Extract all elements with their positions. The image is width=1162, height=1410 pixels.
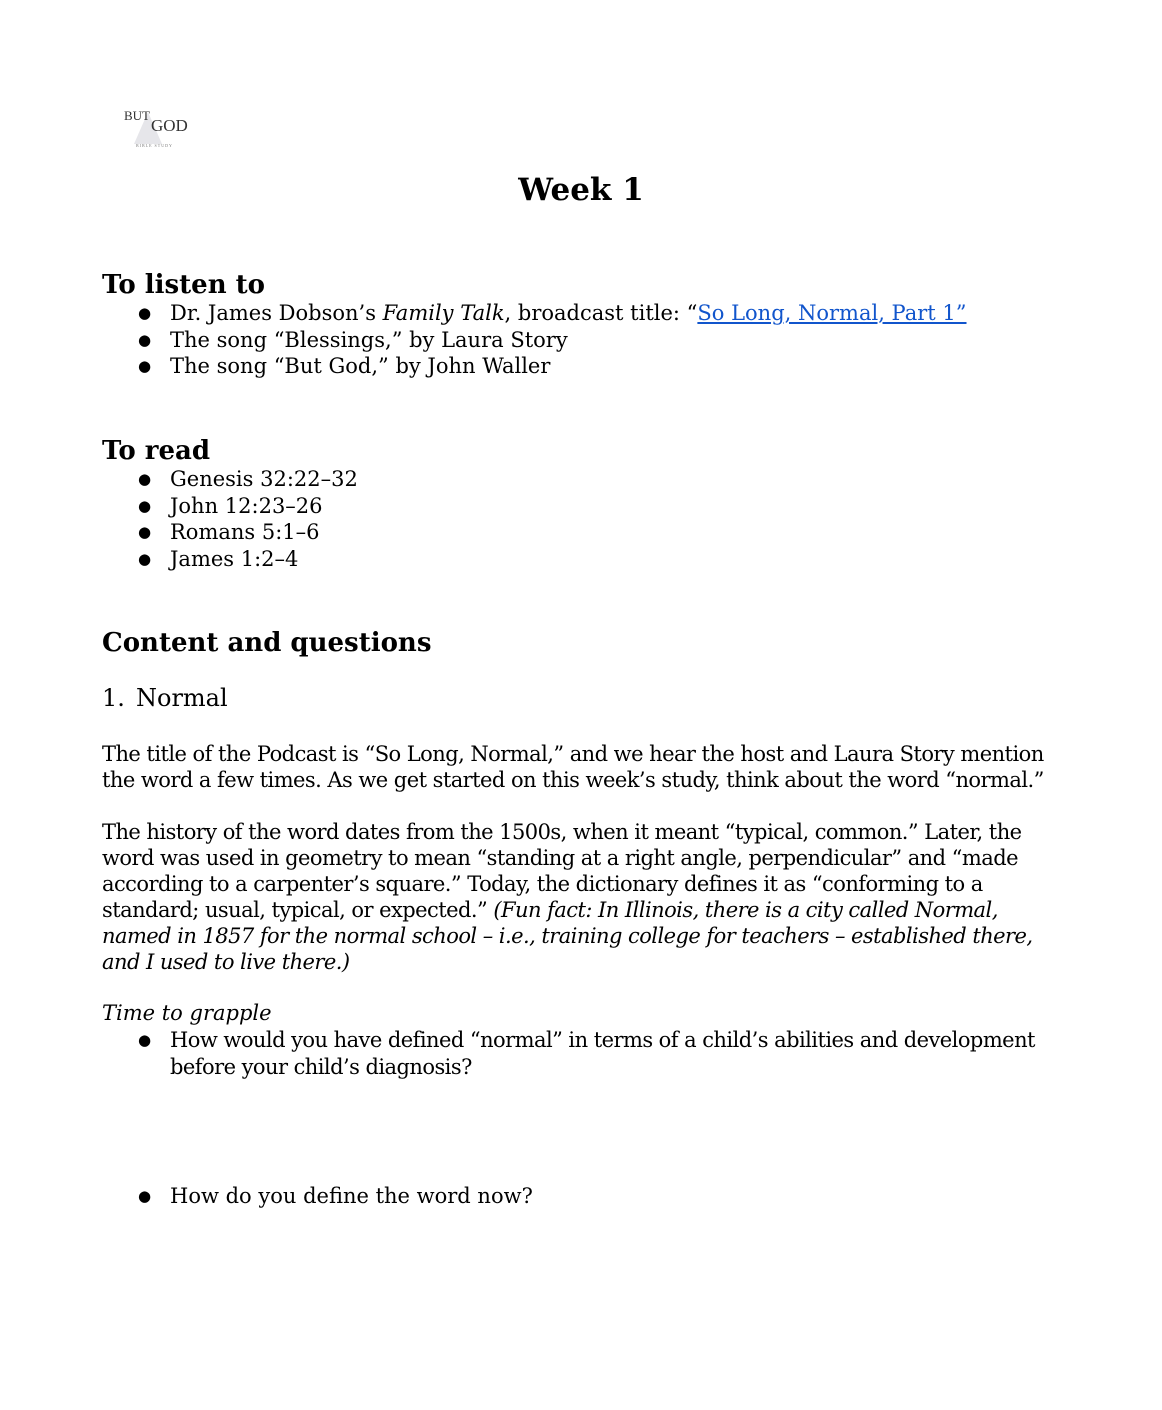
svg-text:BIBLE STUDY: BIBLE STUDY xyxy=(136,143,173,148)
heading-to-listen-to: To listen to xyxy=(102,270,266,300)
section-number: 1. xyxy=(102,684,125,712)
question-item: ● How do you define the word now? xyxy=(102,1183,1062,1210)
question-item: ● How would you have defined “normal” in terms of a child’s abilities and development before your child’s diagnosis? xyxy=(102,1027,1062,1080)
list-item: ● Dr. James Dobson’s Family Talk, broadcast title: “So Long, Normal, Part 1” xyxy=(102,300,1082,327)
broadcast-link[interactable]: So Long, Normal, Part 1” xyxy=(697,301,967,325)
list-item: ● The song “Blessings,” by Laura Story xyxy=(102,327,1082,354)
fun-fact: (Fun fact: In Illinois, there is a city called Normal, named in 1857 for the normal school – i.e., training college for teachers – established there, and I used to live there.) xyxy=(102,898,1033,974)
page-title: Week 1 xyxy=(518,172,644,208)
paragraph-intro: The title of the Podcast is “So Long, Normal,” and we hear the host and Laura Story mention the word a few times. As we get started on this week’s study, think about the word “normal.” xyxy=(102,742,1044,792)
list-item: ● The song “But God,” by John Waller xyxy=(102,353,1082,380)
list-item: ● John 12:23–26 xyxy=(102,493,702,520)
list-item: ● Genesis 32:22–32 xyxy=(102,466,702,493)
but-god-logo xyxy=(118,104,208,154)
section-title: Normal xyxy=(136,684,228,712)
list-item: ● James 1:2–4 xyxy=(102,546,702,573)
paragraph-history: The history of the word dates from the 1500s, when it meant “typical, common.” Later, the word was used in geometry to mean “standing at a right angle, perpendicular” and “made according to a carpenter’s square.” Today, the dictionary defines it as “conforming to a standard; usual, typical, or expected.” (Fun fact: In Illinois, there is a city called Normal, named in 1857 for the normal school – i.e., training college for teachers – established there, and I used to live there.) xyxy=(102,820,1033,974)
svg-text:BUT: BUT xyxy=(124,108,150,123)
heading-to-read: To read xyxy=(102,436,211,466)
read-list xyxy=(102,466,702,573)
question-list xyxy=(102,1027,1062,1080)
section-heading-normal xyxy=(102,684,228,712)
list-item: ● Romans 5:1–6 xyxy=(102,519,702,546)
time-to-grapple-label: Time to grapple xyxy=(102,1001,272,1025)
heading-content-and-questions: Content and questions xyxy=(102,628,432,658)
listen-list xyxy=(102,300,1082,380)
svg-text:GOD: GOD xyxy=(151,116,188,135)
question-list xyxy=(102,1183,1062,1210)
